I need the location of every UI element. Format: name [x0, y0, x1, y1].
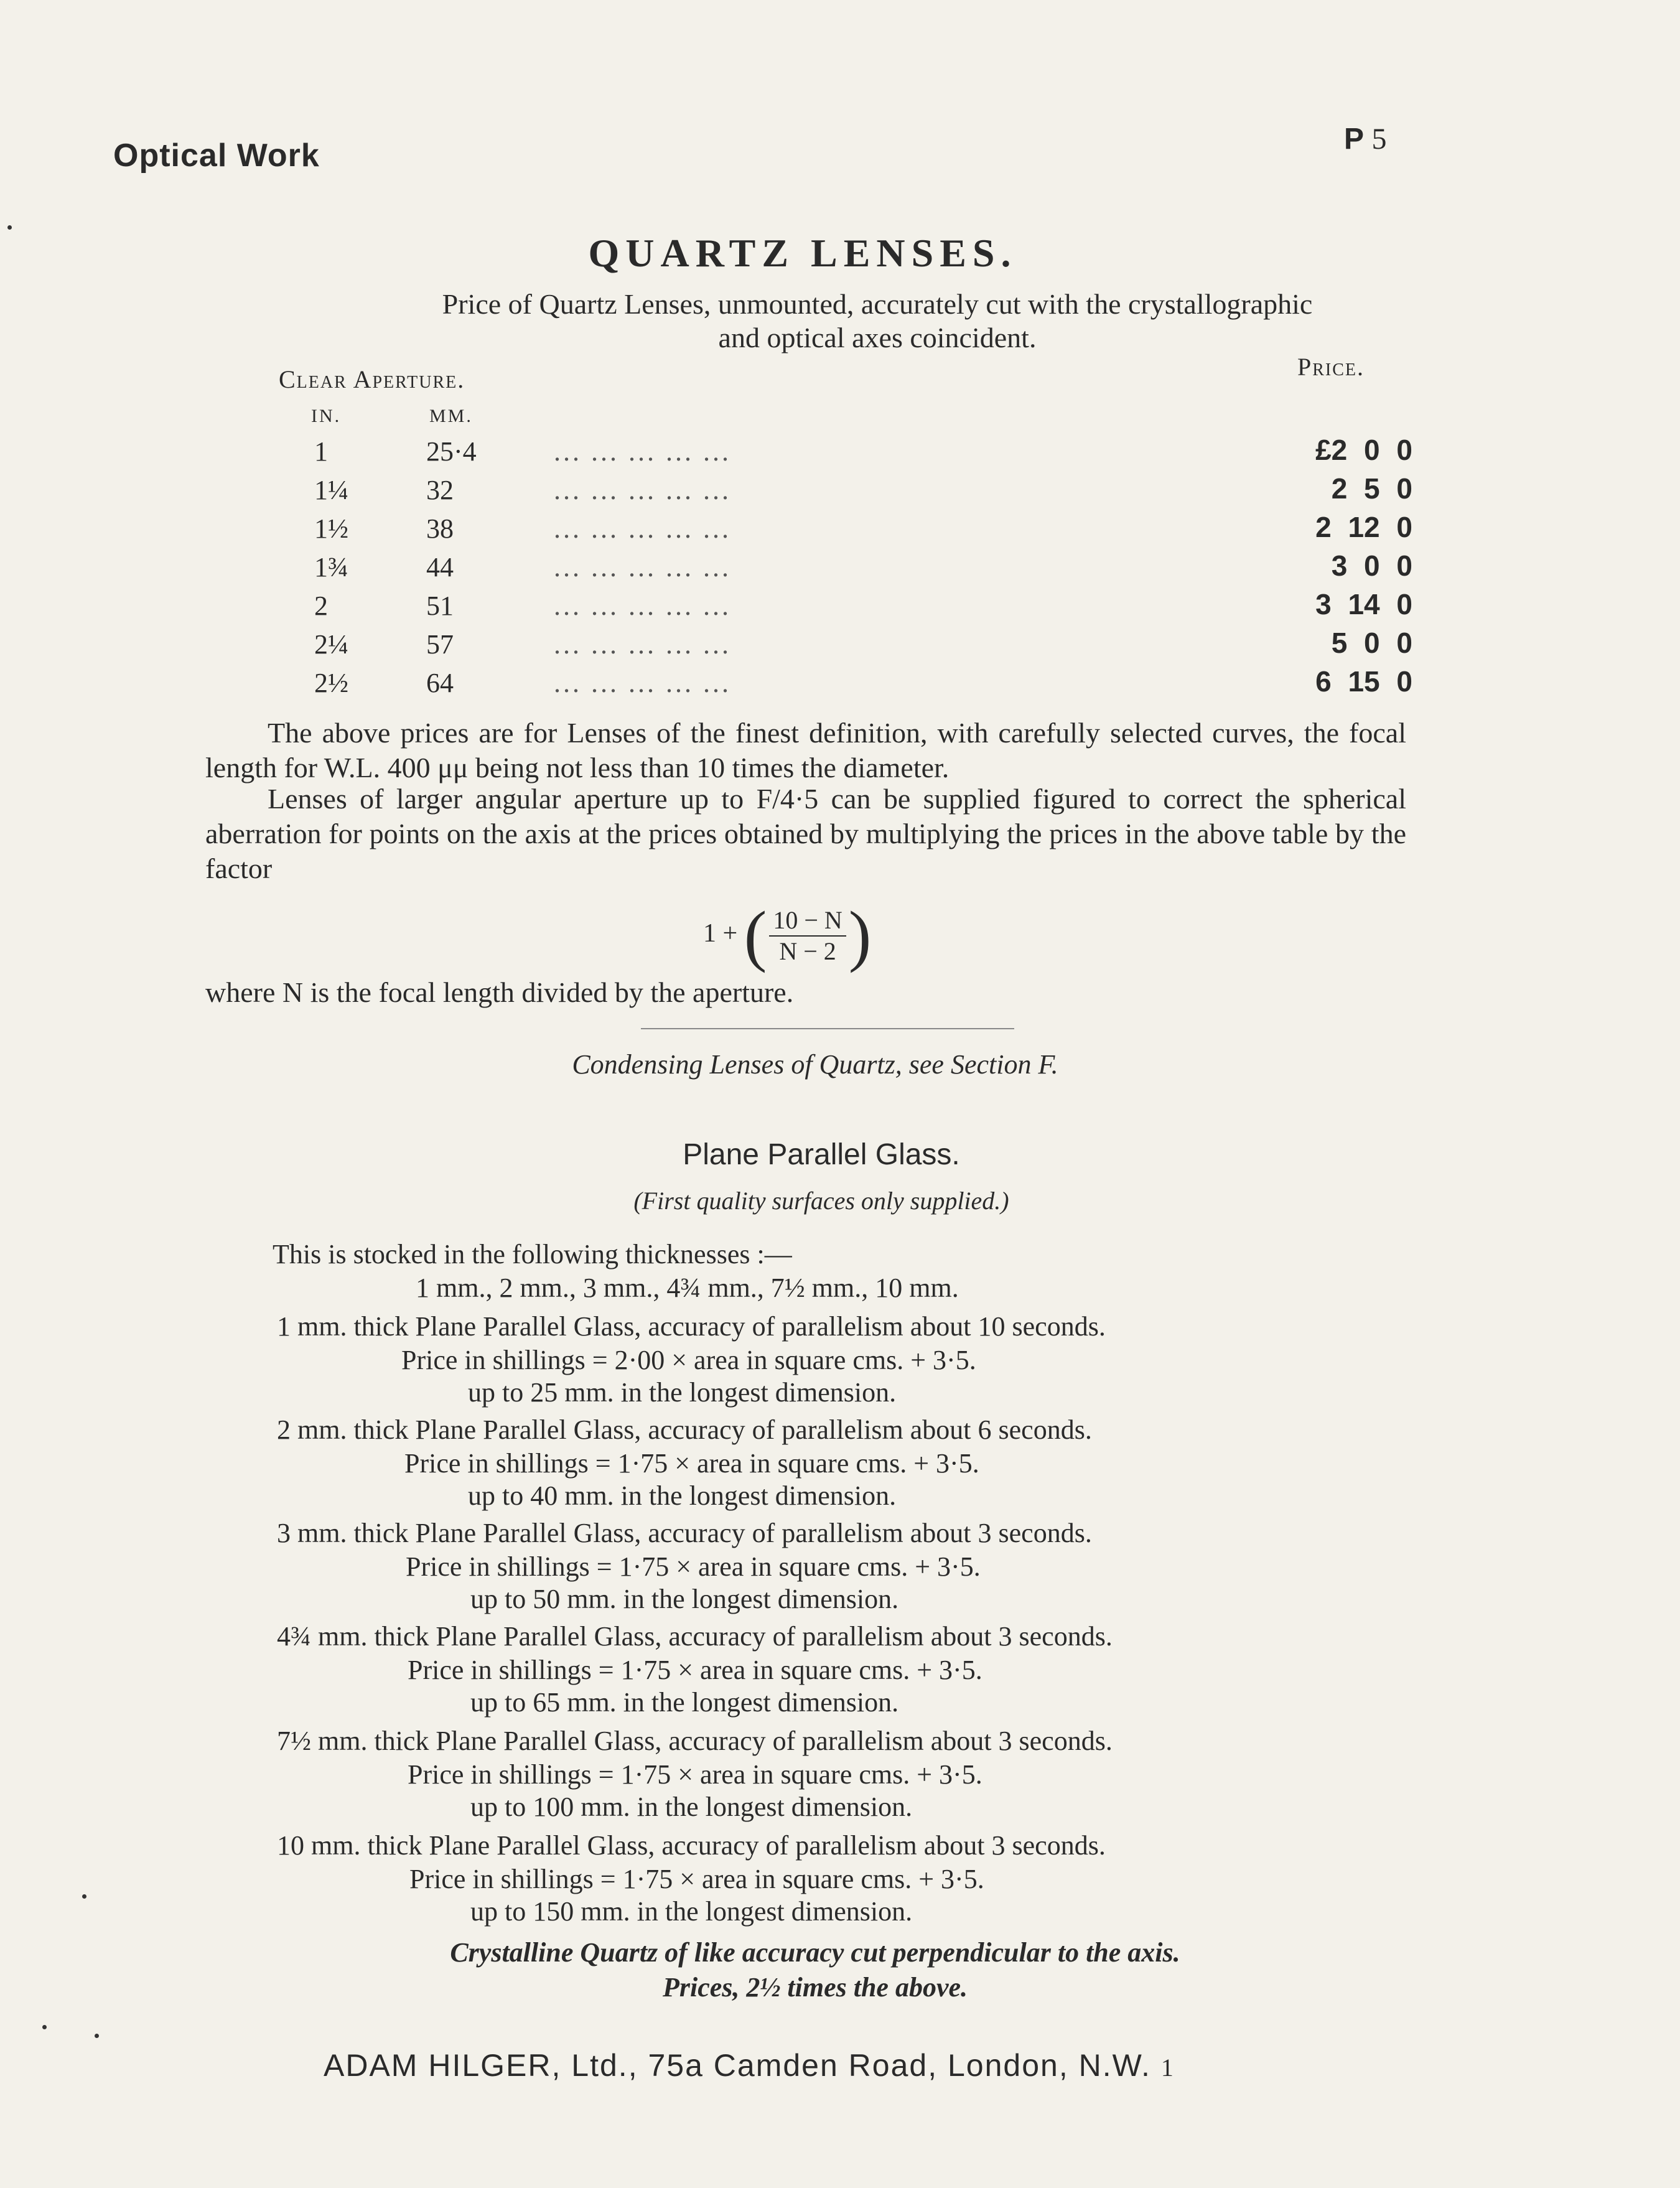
aperture-mm: 44: [426, 552, 454, 582]
entry-heading: 2 mm. thick Plane Parallel Glass, accuracy of parallelism about 6 seconds.: [277, 1414, 1092, 1445]
paper-speck: [82, 1894, 86, 1899]
formula-prefix: 1 +: [703, 919, 738, 948]
leader-dots: ... ... ... ... ...: [554, 436, 731, 467]
aperture-inches: 2: [314, 591, 328, 621]
leader-dots: ... ... ... ... ...: [554, 629, 731, 660]
table-row: [0, 436, 1680, 474]
page-number: 5: [1371, 123, 1387, 156]
intro-line-1: Price of Quartz Lenses, unmounted, accurately cut with the crystallographic: [442, 288, 1313, 320]
price: 6 15 0: [1315, 665, 1412, 698]
column-header-aperture: Clear Aperture.: [279, 365, 465, 393]
entry-limit: up to 40 mm. in the longest dimension.: [468, 1480, 897, 1511]
leader-dots: ... ... ... ... ...: [554, 552, 731, 582]
intro-line-2: and optical axes coincident.: [718, 322, 1037, 353]
leader-dots: ... ... ... ... ...: [554, 668, 731, 698]
aperture-inches: 1¾: [314, 552, 348, 582]
formula-explanation: where N is the focal length divided by the aperture.: [205, 976, 794, 1008]
price: 2 5 0: [1331, 472, 1412, 505]
column-header-price: Price.: [1297, 353, 1365, 381]
entry-price: Price in shillings = 1·75 × area in square cms. + 3·5.: [408, 1655, 982, 1685]
left-paren-icon: (: [744, 897, 767, 973]
aperture-inches: 2¼: [314, 629, 348, 660]
paper-speck: [95, 2034, 99, 2038]
plane-parallel-glass-subtitle: (First quality surfaces only supplied.): [633, 1187, 1009, 1215]
price: 3 14 0: [1315, 588, 1412, 620]
price-factor-formula: [703, 896, 871, 975]
entry-heading: 7½ mm. thick Plane Parallel Glass, accuracy of parallelism about 3 seconds.: [277, 1726, 1113, 1756]
price: 2 12 0: [1315, 511, 1412, 543]
finest-definition-paragraph: The above prices are for Lenses of the finest definition, with carefully selected curves, the focal length for W.L. 400 μμ being not less than 10 times the diameter.: [205, 717, 1406, 783]
sheet-mark: 1: [1160, 2054, 1175, 2082]
leader-dots: ... ... ... ... ...: [554, 475, 731, 505]
right-paren-icon: ): [848, 897, 872, 973]
aperture-inches: 1¼: [314, 475, 348, 505]
aperture-mm: 25·4: [426, 436, 477, 467]
page-letter: P: [1344, 123, 1364, 156]
page-marker: [1344, 122, 1387, 156]
section-heading: Optical Work: [113, 138, 320, 174]
leader-dots: ... ... ... ... ...: [554, 513, 731, 544]
entry-price: Price in shillings = 1·75 × area in square cms. + 3·5.: [408, 1759, 982, 1790]
page-title: QUARTZ LENSES.: [588, 231, 1017, 275]
entry-heading: 1 mm. thick Plane Parallel Glass, accuracy of parallelism about 10 seconds.: [277, 1311, 1106, 1342]
larger-aperture-paragraph: Lenses of larger angular aperture up to F/4·5 can be supplied figured to correct the spherical aberration for points on the axis at the prices obtained by multiplying the prices in the above table by the factor: [205, 783, 1406, 884]
aperture-inches: 2½: [314, 668, 348, 698]
aperture-inches: 1: [314, 436, 328, 467]
crystalline-quartz-price: Prices, 2½ times the above.: [662, 1972, 968, 2003]
paper-speck: [7, 225, 12, 230]
table-row: [0, 590, 1680, 629]
paper-speck: [42, 2025, 47, 2029]
entry-limit: up to 65 mm. in the longest dimension.: [470, 1687, 899, 1718]
formula-fraction: [769, 905, 846, 966]
price: £2 0 0: [1315, 434, 1412, 466]
entry-price: Price in shillings = 1·75 × area in square cms. + 3·5.: [406, 1551, 981, 1582]
entry-heading: 3 mm. thick Plane Parallel Glass, accuracy of parallelism about 3 seconds.: [277, 1518, 1092, 1548]
entry-limit: up to 25 mm. in the longest dimension.: [468, 1377, 897, 1408]
formula-denominator: N − 2: [779, 937, 836, 965]
entry-heading: 10 mm. thick Plane Parallel Glass, accuracy of parallelism about 3 seconds.: [277, 1830, 1106, 1861]
aperture-mm: 51: [426, 591, 454, 621]
condensing-lenses-reference: Condensing Lenses of Quartz, see Section F.: [572, 1049, 1058, 1080]
aperture-mm: 57: [426, 629, 454, 660]
publisher-footer: [324, 2047, 1175, 2083]
crystalline-quartz-note: Crystalline Quartz of like accuracy cut perpendicular to the axis.: [450, 1937, 1180, 1968]
table-row: [0, 629, 1680, 667]
table-row: [0, 551, 1680, 590]
publisher-address: ADAM HILGER, Ltd., 75a Camden Road, London, N.W.: [324, 2048, 1151, 2083]
table-row: [0, 513, 1680, 551]
table-row: [0, 667, 1680, 706]
entry-price: Price in shillings = 2·00 × area in square cms. + 3·5.: [401, 1345, 976, 1375]
unit-inches: IN.: [311, 406, 342, 426]
section-divider: [641, 1028, 1014, 1029]
table-row: [0, 474, 1680, 513]
entry-limit: up to 50 mm. in the longest dimension.: [470, 1584, 899, 1614]
aperture-mm: 32: [426, 475, 454, 505]
entry-limit: up to 100 mm. in the longest dimension.: [470, 1792, 913, 1822]
aperture-mm: 64: [426, 668, 454, 698]
price: 5 0 0: [1331, 627, 1412, 659]
aperture-inches: 1½: [314, 513, 348, 544]
stock-intro: This is stocked in the following thicknesses :—: [273, 1239, 792, 1269]
intro-text: [0, 288, 1680, 355]
aperture-mm: 38: [426, 513, 454, 544]
formula-numerator: 10 − N: [769, 905, 846, 937]
leader-dots: ... ... ... ... ...: [554, 591, 731, 621]
price: 3 0 0: [1331, 549, 1412, 582]
entry-price: Price in shillings = 1·75 × area in square cms. + 3·5.: [409, 1864, 984, 1894]
stock-thicknesses: 1 mm., 2 mm., 3 mm., 4¾ mm., 7½ mm., 10 mm.: [416, 1273, 959, 1303]
entry-price: Price in shillings = 1·75 × area in square cms. + 3·5.: [404, 1448, 979, 1479]
entry-heading: 4¾ mm. thick Plane Parallel Glass, accuracy of parallelism about 3 seconds.: [277, 1621, 1113, 1652]
plane-parallel-glass-heading: Plane Parallel Glass.: [683, 1138, 960, 1171]
unit-millimetres: MM.: [429, 406, 473, 426]
entry-limit: up to 150 mm. in the longest dimension.: [470, 1896, 913, 1927]
